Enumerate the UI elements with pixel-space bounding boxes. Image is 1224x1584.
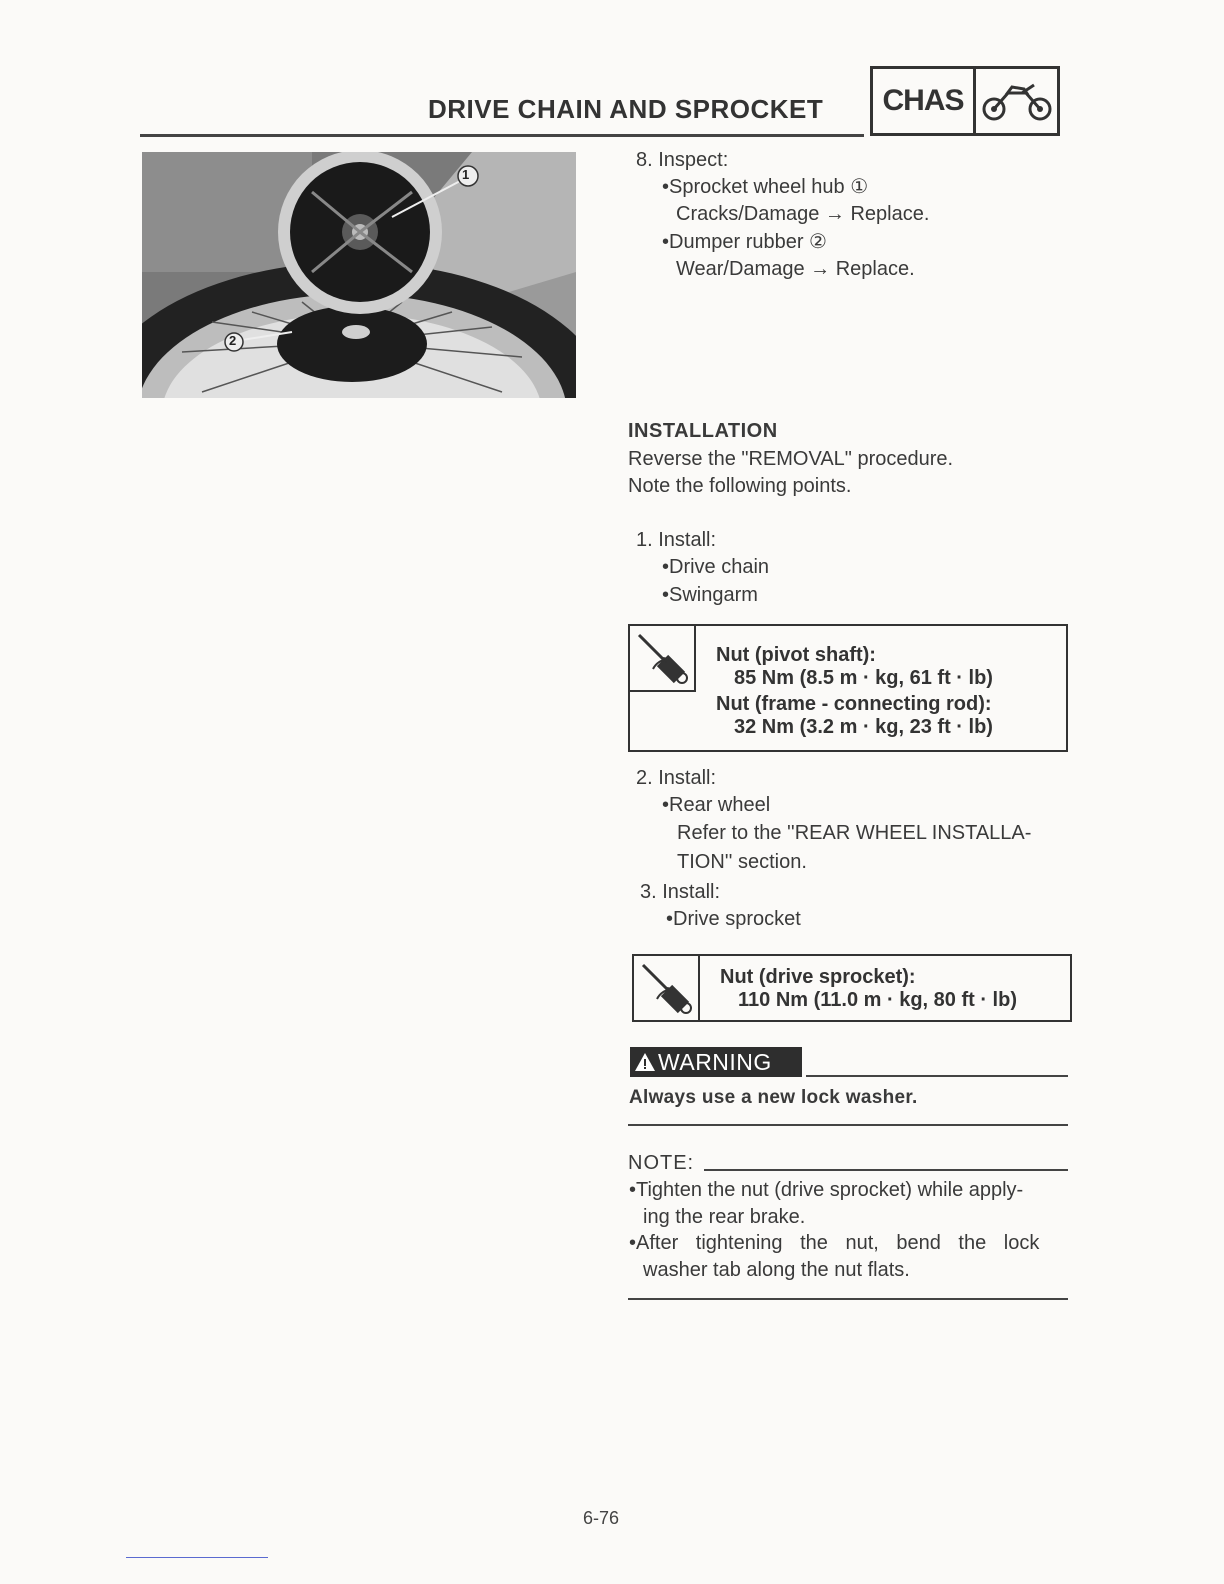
warning-triangle-icon <box>634 1052 656 1072</box>
warning-label-text: WARNING <box>658 1048 772 1075</box>
badge-label: CHAS <box>873 69 976 133</box>
step2-reference-line-1: Refer to the ''REAR WHEEL INSTALLA- <box>677 822 1032 844</box>
step1-item-drive-chain: •Drive chain <box>662 556 770 578</box>
page-number: 6-76 <box>583 1508 620 1528</box>
torque-pivot-value: 85 Nm (8.5 m · kg, 61 ft · lb) <box>734 667 993 689</box>
note-label: NOTE: <box>628 1152 695 1174</box>
installation-line-1: Reverse the "REMOVAL" procedure. <box>628 448 954 470</box>
torque-sprocket-label: Nut (drive sprocket): <box>720 966 916 988</box>
torque-spec-box-2 <box>632 954 1072 1022</box>
warning-label <box>630 1047 802 1077</box>
inspect-item-hub: •Sprocket wheel hub ① <box>662 176 869 198</box>
torque-frame-label: Nut (frame - connecting rod): <box>716 693 992 715</box>
torque-frame-value: 32 Nm (3.2 m · kg, 23 ft · lb) <box>734 716 993 738</box>
callout-1: 1 <box>462 167 470 182</box>
note-rule <box>704 1169 1068 1171</box>
chassis-badge <box>870 66 1060 136</box>
warning-text: Always use a new lock washer. <box>629 1087 918 1108</box>
torque-spec-box-1 <box>628 624 1068 752</box>
step3-item-drive-sprocket: •Drive sprocket <box>666 908 801 930</box>
step2-reference-line-2: TION'' section. <box>677 851 807 873</box>
page-title: DRIVE CHAIN AND SPROCKET <box>428 94 824 124</box>
torque-wrench-icon <box>628 624 696 692</box>
note-bottom-rule <box>628 1298 1068 1300</box>
step1-heading: 1. Install: <box>636 529 717 551</box>
warning-rule <box>806 1075 1068 1077</box>
motorcycle-icon <box>976 69 1057 133</box>
installation-heading: INSTALLATION <box>628 420 778 442</box>
callout-2: 2 <box>229 333 237 348</box>
bottom-link-underline <box>126 1557 268 1558</box>
inspect-item-rubber: •Dumper rubber ② <box>662 231 827 253</box>
note-item-1-line-1: •Tighten the nut (drive sprocket) while apply- <box>629 1179 1024 1201</box>
warning-bottom-rule <box>628 1124 1068 1126</box>
step1-item-swingarm: •Swingarm <box>662 584 758 606</box>
title-rule <box>140 134 864 137</box>
torque-wrench-icon <box>632 954 700 1022</box>
note-item-2-line-1: •After tightening the nut, bend the lock <box>629 1232 1040 1254</box>
note-item-2-line-2: washer tab along the nut flats. <box>643 1259 910 1281</box>
inspect-item-hub-detail: Cracks/Damage → Replace. <box>676 203 930 225</box>
inspect-heading: 8. Inspect: <box>636 149 729 171</box>
step2-item-rear-wheel: •Rear wheel <box>662 794 771 816</box>
step2-heading: 2. Install: <box>636 767 717 789</box>
inspect-item-rubber-detail: Wear/Damage → Replace. <box>676 258 915 280</box>
note-item-1-line-2: ing the rear brake. <box>643 1206 806 1228</box>
torque-sprocket-value: 110 Nm (11.0 m · kg, 80 ft · lb) <box>738 989 1017 1011</box>
sprocket-wheel-photo <box>142 152 576 398</box>
torque-pivot-label: Nut (pivot shaft): <box>716 644 876 666</box>
step3-heading: 3. Install: <box>640 881 721 903</box>
installation-line-2: Note the following points. <box>628 475 852 497</box>
